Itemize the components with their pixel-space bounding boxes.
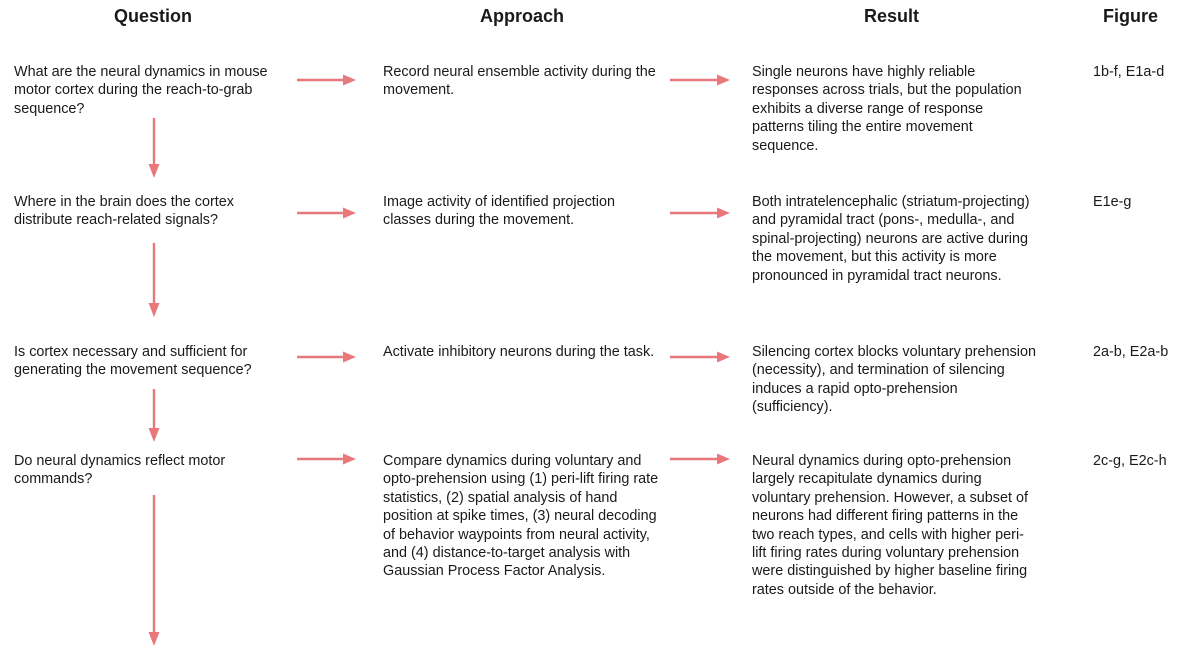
arrow-a-to-r-row3 (670, 352, 730, 363)
row4-approach: Compare dynamics during voluntary and opto-prehension using (1) peri-lift firing rate statistics, (2) spatial analysis of hand position at spike times, (3) neural decoding of behavior waypoints from neural activity, and (4) distance-to-target analysis with Gaussian Process Factor Analysis. (383, 453, 659, 580)
row3-result: Silencing cortex blocks voluntary prehension (necessity), and termination of silencing induces a rapid opto-prehension (sufficiency). (752, 344, 1036, 416)
row4-figure: 2c-g, E2c-h (1093, 453, 1167, 469)
row1-question: What are the neural dynamics in mouse motor cortex during the reach-to-grab sequence? (14, 64, 268, 117)
arrow-a-to-r-row2 (670, 208, 730, 219)
arrow-a-to-r-row1 (670, 75, 730, 86)
header-approach: Approach (480, 6, 565, 26)
arrow-q-to-a-row3 (297, 352, 356, 363)
row4-result: Neural dynamics during opto-prehension largely recapitulate dynamics during voluntary prehension. However, a subset of neurons had different firing patterns in the two reach types, and cells with higher peri-lift firing rates during voluntary prehension were distinguished by higher baseline firing rates outside of the behavior. (752, 453, 1028, 598)
row3-question: Is cortex necessary and sufficient for generating the movement sequence? (14, 344, 252, 379)
arrow-down-row2-to-row3 (149, 243, 160, 317)
row4-question: Do neural dynamics reflect motor commands? (14, 453, 226, 488)
row2-figure: E1e-g (1093, 194, 1132, 210)
row2-approach: Image activity of identified projection classes during the movement. (383, 194, 615, 229)
row1-approach: Record neural ensemble activity during the movement. (383, 64, 656, 99)
header-result: Result (864, 6, 920, 26)
header-question: Question (114, 6, 193, 26)
row2-result: Both intratelencephalic (striatum-projecting) and pyramidal tract (pons-, medulla-, and spinal-projecting) neurons are active during the movement, but this activity is more pronounced in pyramidal tract neurons. (752, 194, 1030, 284)
arrow-q-to-a-row1 (297, 75, 356, 86)
arrow-q-to-a-row4 (297, 454, 356, 465)
row2-question: Where in the brain does the cortex distribute reach-related signals? (14, 194, 234, 229)
arrow-down-row4-continue (149, 495, 160, 646)
row3-approach: Activate inhibitory neurons during the task. (383, 344, 655, 360)
row3-figure: 2a-b, E2a-b (1093, 344, 1169, 360)
row1-figure: 1b-f, E1a-d (1093, 64, 1165, 80)
row1-result: Single neurons have highly reliable responses across trials, but the population exhibits a diverse range of response patterns tiling the entire movement sequence. (752, 64, 1022, 154)
arrow-down-row1-to-row2 (149, 118, 160, 178)
arrow-down-row3-to-row4 (149, 389, 160, 442)
header-figure: Figure (1103, 6, 1159, 26)
arrow-q-to-a-row2 (297, 208, 356, 219)
arrow-a-to-r-row4 (670, 454, 730, 465)
